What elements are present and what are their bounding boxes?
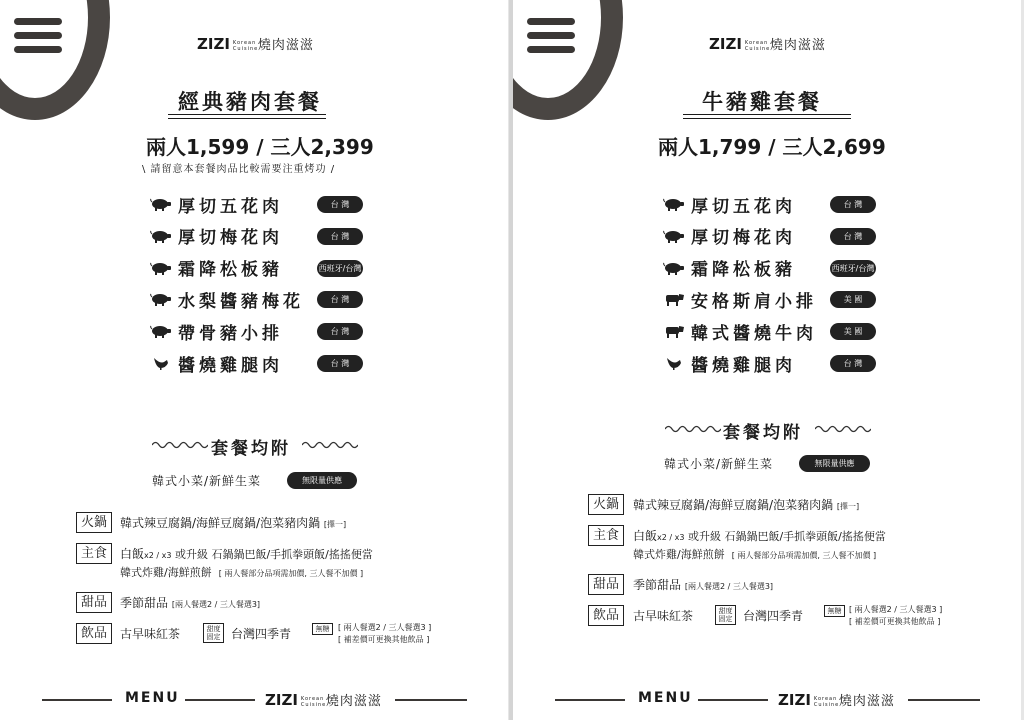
sides-text: 韓式小菜/新鮮生菜 — [152, 474, 262, 488]
brand-sub: Korean Cuisine — [813, 695, 840, 708]
pig-icon — [663, 261, 691, 275]
set-price: 兩人1,799 / 三人2,699 — [658, 135, 886, 159]
staple-extra: 韓式炸雞/海鮮煎餅 — [633, 548, 725, 561]
cow-icon — [663, 324, 691, 338]
menu-item-name: 厚切五花肉 — [691, 196, 796, 217]
wave-decoration — [302, 440, 358, 450]
menu-item — [663, 224, 796, 248]
rice-qty: x2 / x3 — [144, 551, 172, 560]
title-underline — [683, 114, 851, 115]
menu-item-name: 霜降松板豬 — [178, 260, 283, 281]
hamburger-menu-icon[interactable] — [14, 18, 62, 60]
pig-icon — [150, 197, 178, 211]
sugarfree-box: 無糖 — [824, 605, 845, 617]
footer-line — [185, 699, 255, 701]
footer-menu: MENU — [638, 690, 693, 706]
hotpot-options: 韓式辣豆腐鍋/海鮮豆腐鍋/泡菜豬肉鍋 — [633, 498, 834, 512]
upgrade-text: 或升級 石鍋鍋巴飯/手抓拳頭飯/搖搖便當 — [684, 530, 886, 543]
drink-tag: 飲品 — [588, 605, 624, 626]
drink-note1: [ 兩人餐選2 / 三人餐選3 ] — [849, 605, 943, 614]
section-title: 套餐均附 — [723, 423, 803, 443]
hotpot-note: [擇一] — [836, 502, 860, 511]
brand-logo — [709, 34, 826, 53]
dessert-name: 季節甜品 — [120, 596, 169, 610]
brand-name: 燒肉滋滋 — [325, 694, 382, 709]
menu-item-name: 醬燒雞腿肉 — [691, 355, 796, 376]
origin-badge: 台 灣 — [317, 228, 363, 245]
pig-icon — [150, 292, 178, 306]
rice-text: 白飯 — [633, 529, 658, 543]
hotpot-text — [633, 496, 859, 513]
pig-icon — [150, 261, 178, 275]
origin-badge: 台 灣 — [317, 196, 363, 213]
brand-sub: Korean Cuisine — [232, 39, 259, 52]
menu-item-name: 霜降松板豬 — [691, 260, 796, 281]
drink-note1: [ 兩人餐選2 / 三人餐選3 ] — [338, 623, 432, 632]
origin-badge: 台 灣 — [830, 355, 876, 372]
staple-line1 — [120, 545, 373, 562]
upgrade-text: 或升級 石鍋鍋巴飯/手抓拳頭飯/搖搖便當 — [171, 548, 373, 561]
menu-item — [150, 351, 283, 375]
pig-icon — [150, 229, 178, 243]
dessert-text — [120, 594, 260, 611]
grill-note: \ 請留意本套餐肉品比較需要注重烤功 / — [142, 164, 336, 175]
brand-name: 燒肉滋滋 — [769, 38, 826, 53]
sweetness-box: 甜度固定 — [203, 623, 224, 643]
cow-icon — [663, 292, 691, 306]
brand-name: 燒肉滋滋 — [257, 38, 314, 53]
hotpot-text — [120, 514, 346, 531]
origin-badge: 美 國 — [830, 323, 876, 340]
set-price: 兩人1,599 / 三人2,399 — [146, 135, 374, 159]
sugarfree-box: 無糖 — [312, 623, 333, 635]
title-underline — [168, 114, 326, 115]
tea-name: 古早味紅茶 — [633, 609, 694, 623]
tea-name: 古早味紅茶 — [120, 627, 181, 641]
section-title: 套餐均附 — [211, 439, 291, 459]
menu-item-name: 醬燒雞腿肉 — [178, 355, 283, 376]
footer-line — [395, 699, 467, 701]
footer-logo — [778, 690, 895, 709]
set-title: 牛豬雞套餐 — [702, 90, 822, 114]
menu-page-mixed — [513, 0, 1021, 720]
footer-menu: MENU — [125, 690, 180, 706]
unlimited-badge: 無限量供應 — [799, 455, 870, 472]
menu-item — [150, 287, 304, 311]
hotpot-tag: 火鍋 — [588, 494, 624, 515]
staple-note: [ 兩人餐部分品項需加價, 三人餐不加價 ] — [218, 569, 364, 578]
tea2-name: 台灣四季青 — [231, 627, 292, 641]
sides-text: 韓式小菜/新鮮生菜 — [664, 457, 774, 471]
brand-mark: ZIZI — [709, 35, 742, 53]
staple-note: [ 兩人餐部分品項需加價, 三人餐不加價 ] — [731, 551, 877, 560]
set-title: 經典豬肉套餐 — [178, 90, 322, 114]
brand-mark: ZIZI — [265, 691, 298, 709]
menu-item — [663, 256, 796, 280]
brand-name: 燒肉滋滋 — [838, 694, 895, 709]
origin-badge: 美 國 — [830, 291, 876, 308]
dessert-tag: 甜品 — [76, 592, 112, 613]
staple-extra: 韓式炸雞/海鮮煎餅 — [120, 566, 212, 579]
drink-tag: 飲品 — [76, 623, 112, 644]
chicken-icon — [150, 356, 178, 370]
staple-tag: 主食 — [588, 525, 624, 546]
unlimited-badge: 無限量供應 — [287, 472, 357, 489]
rice-qty: x2 / x3 — [657, 533, 685, 542]
menu-item-name: 厚切梅花肉 — [691, 228, 796, 249]
footer-line — [42, 699, 112, 701]
menu-item-name: 厚切五花肉 — [178, 196, 283, 217]
menu-item-name: 水梨醬豬梅花 — [178, 291, 304, 312]
menu-item — [663, 351, 796, 375]
tea2-name: 台灣四季青 — [743, 609, 804, 623]
menu-item-name: 韓式醬燒牛肉 — [691, 323, 817, 344]
origin-badge: 台 灣 — [830, 228, 876, 245]
brand-sub: Korean Cuisine — [744, 39, 771, 52]
hotpot-note: [擇一] — [323, 520, 347, 529]
menu-item — [150, 192, 283, 216]
wave-decoration — [665, 424, 721, 434]
origin-badge: 台 灣 — [830, 196, 876, 213]
footer-line — [908, 699, 980, 701]
hamburger-menu-icon[interactable] — [527, 18, 575, 60]
dessert-note: [兩人餐選2 / 三人餐選3] — [684, 582, 774, 591]
footer-logo — [265, 690, 382, 709]
brand-sub: Korean Cuisine — [300, 695, 327, 708]
rice-text: 白飯 — [120, 547, 145, 561]
footer-line — [555, 699, 625, 701]
brand-logo — [197, 34, 314, 53]
brand-mark: ZIZI — [778, 691, 811, 709]
pig-icon — [150, 324, 178, 338]
origin-badge: 台 灣 — [317, 355, 363, 372]
title-underline — [683, 118, 851, 119]
menu-item — [663, 287, 817, 311]
drink-note2: [ 補差價可更換其他飲品 ] — [849, 617, 941, 626]
origin-badge: 台 灣 — [317, 323, 363, 340]
title-underline — [168, 118, 326, 119]
hotpot-options: 韓式辣豆腐鍋/海鮮豆腐鍋/泡菜豬肉鍋 — [120, 516, 321, 530]
staple-line2 — [120, 564, 363, 580]
dessert-tag: 甜品 — [588, 574, 624, 595]
dessert-name: 季節甜品 — [633, 578, 682, 592]
menu-item-name: 厚切梅花肉 — [178, 228, 283, 249]
menu-item-name: 帶骨豬小排 — [178, 323, 283, 344]
sweetness-box: 甜度固定 — [715, 605, 736, 625]
menu-item — [150, 224, 283, 248]
menu-page-pork — [0, 0, 508, 720]
origin-badge: 西班牙/台灣 — [317, 260, 363, 277]
brand-mark: ZIZI — [197, 35, 230, 53]
dessert-note: [兩人餐選2 / 三人餐選3] — [171, 600, 261, 609]
staple-tag: 主食 — [76, 543, 112, 564]
footer-line — [698, 699, 768, 701]
menu-item — [150, 256, 283, 280]
wave-decoration — [152, 440, 208, 450]
menu-item-name: 安格斯肩小排 — [691, 291, 817, 312]
dessert-text — [633, 576, 773, 593]
staple-line2 — [633, 546, 876, 562]
origin-badge: 西班牙/台灣 — [830, 260, 876, 277]
menu-item — [663, 319, 817, 343]
chicken-icon — [663, 356, 691, 370]
hotpot-tag: 火鍋 — [76, 512, 112, 533]
origin-badge: 台 灣 — [317, 291, 363, 308]
wave-decoration — [815, 424, 871, 434]
drink-note2: [ 補差價可更換其他飲品 ] — [338, 635, 430, 644]
staple-line1 — [633, 527, 886, 544]
pig-icon — [663, 197, 691, 211]
menu-item — [663, 192, 796, 216]
pig-icon — [663, 229, 691, 243]
menu-item — [150, 319, 283, 343]
